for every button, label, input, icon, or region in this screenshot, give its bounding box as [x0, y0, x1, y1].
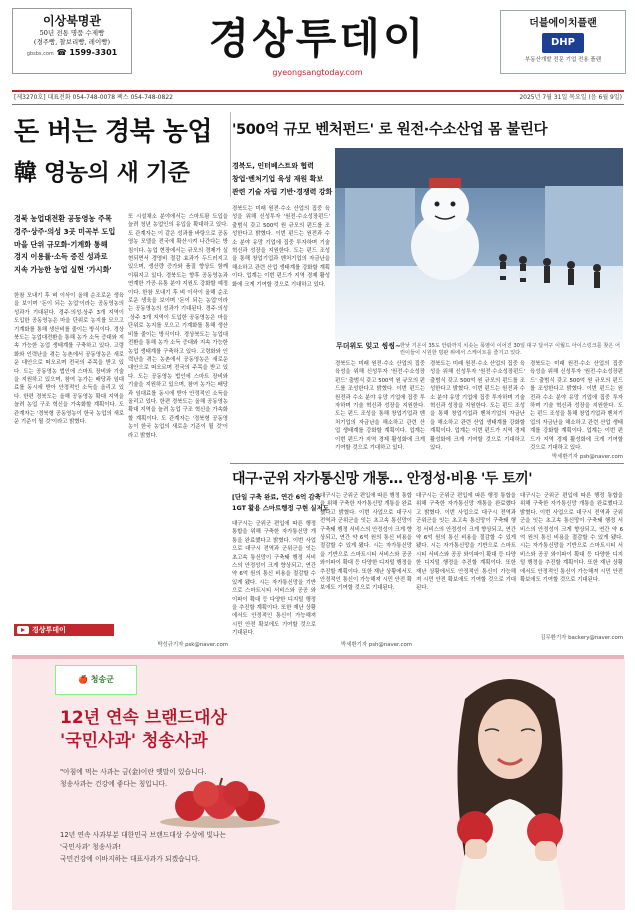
section-divider [230, 463, 624, 464]
photo-caption: 한낮 기온이 35도 안팎까지 치솟는 폭염이 이어진 30일 대구 달서구 이월드 아이스링크를 찾은 어린이들이 시원한 빙판 위에서 스케이트를 즐기고 있다. [400, 343, 621, 356]
ad-title-2: '국민사과' 청송사과 [60, 731, 208, 751]
website-url[interactable]: gyeongsangtoday.com [272, 68, 363, 77]
second-subhead-line: [단일 구축 완료, 연간 6억 감축 [232, 493, 321, 501]
ice-rink-illustration [335, 148, 623, 343]
right-advertisement [500, 10, 626, 74]
apple-icon: 🍎 [78, 675, 88, 684]
lead-body-text-cont: 한참 모내기 후 벼 이삭이 올해 순조로운 생육을 보이며 '돈이 되는 농업'이라는 공동영농의 성과가 기대된다. 경주·의성·상주 3개 지역이 도입한 공동영농은 마을 단위로 농지를 모으고 기계화를 통해 생산비를 줄이는 방식이다. 경상북도는 농업대전환을 통해 농가 소득 증대와 지속 가능한 농업 생태계를 구축하고 있다. 고령화와 인력난을 겪는 농촌에서 공동영농은 새로운 대안으로 떠오르며 전국의 주목을 받고 있다. 도는 공동영농 법인에 스마트 장비와 기술을 지원하고 있으며, 참여 농가는 배당과 임대료를 동시에 받아 안정적인 소득을 올리고 있다. 한편 경북도는 올해 공동영농 확대 지역을 늘려 농업 구조 혁신을 가속화할 계획이다. 도 관계자는 '경북형 공동영농이 한국 농업의 새로운 기준이 될 것'이라고 밝혔다. [128, 289, 228, 439]
feature-body-col1: 경북도는 미래 원전·수소 산업의 집중 육성을 위해 신성투자 '원전·수소성장펀드' 출범식 갖고 500억 원 규모의 펀드를 조성한다고 밝혔다. 이번 펀드는 원전과 수소 분야 유망 기업에 집중 투자하며 기술 혁신과 성장을 지원한다. 도는 펀드 조성을 통해 창업기업과 벤처기업의 자금난을 해소하고 관련 산업 생태계를 강화할 계획이다. 업계는 이번 펀드가 지역 경제 활성화에 크게 기여할 것으로 기대하고 있다. [232, 206, 330, 288]
issue-info-bar [12, 90, 624, 105]
issue-date: 2025년 7월 31일 목요일 (음 6월 9일) [519, 94, 622, 101]
cheongsong-logo [55, 665, 137, 695]
lead-summary-line: 경주·상주·의성 3곳 미곡부 도입 [14, 226, 116, 236]
lead-headline-2: 韓 영농의 새 기준 [14, 160, 190, 186]
feature-subhead [232, 160, 332, 199]
photo-title: 무더위도 잊고 씽씽~ [336, 342, 401, 350]
right-ad-name: 더블에이치플랜 [529, 18, 597, 29]
left-ad-line1: 50년 전통 명품 수제빵 [39, 29, 105, 37]
ad-title-1: 12년 연속 브랜드대상 [60, 708, 227, 728]
newspaper-logo: 경상투데이 [208, 14, 427, 63]
second-body-col3: 대구시는 군위군 편입에 따른 행정 통합을 위해 구축한 자가통신망 개통을 완료했다고 밝혔다. 이번 사업으로 대구시 전역과 군위군을 잇는 초고속 통신망이 구축돼 행정 서비스의 안정성이 크게 향상되고, 연간 약 6억 원의 통신 비용을 절감할 수 있게 됐다. 시는 자가통신망을 기반으로 스마트시티 서비스와 공공 와이파이 확대 등 다양한 디지털 행정을 추진할 계획이다. 또한 재난 상황에서도 안정적인 통신이 가능해져 시민 안전 확보에도 기여할 것으로 기대된다. [416, 493, 516, 592]
lead-summary-line: 경지 이용률·소득 증진 성과로 [14, 252, 108, 262]
youtube-channel-button[interactable] [14, 624, 114, 636]
feature-subhead-line: 관련 기술 자립 기반·경쟁력 강화 [232, 188, 333, 196]
lead-summary-line: 경북 농업대전환 공동영농 주목 [14, 214, 112, 223]
feature-body-col2: 경북도는 미래 원전·수소 산업의 집중 육성을 위해 신성투자 '원전·수소성장펀드' 출범식 갖고 500억 원 규모의 펀드를 조성한다고 밝혔다. 이번 펀드는 원전과 수소 분야 유망 기업에 집중 투자하며 기술 혁신과 성장을 지원한다. 도는 펀드 조성을 통해 창업기업과 벤처기업의 자금난을 해소하고 관련 산업 생태계를 강화할 계획이다. 업계는 이번 펀드가 지역 경제 활성화에 크게 기여할 것으로 기대하고 있다. [335, 361, 425, 452]
second-body-col4: 대구시는 군위군 편입에 따른 행정 통합을 위해 구축한 자가통신망 개통을 완료했다고 밝혔다. 이번 사업으로 대구시 전역과 군위군을 잇는 초고속 통신망이 구축돼 행정 서비스의 안정성이 크게 향상되고, 연간 약 6억 원의 통신 비용을 절감할 수 있게 됐다. 시는 자가통신망을 기반으로 스마트시티 서비스와 공공 와이파이 확대 등 다양한 디지털 행정을 추진할 계획이다. 또한 재난 상황에서도 안정적인 통신이 가능해져 시민 안전 확보에도 기여할 것으로 기대된다. [520, 493, 623, 584]
feature-subhead-line: 경북도, 인터베스트와 협력 [232, 162, 314, 170]
lead-summary-line: 지속 가능한 농업 실현 '가시화' [14, 265, 112, 275]
lead-body-col1: 한참 모내기 후 벼 이삭이 올해 순조로운 생육을 보이며 '돈이 되는 농업'이라는 공동영농의 성과가 기대된다. 경주·의성·상주 3개 지역이 도입한 공동영농은 마을 단위로 농지를 모으고 기계화를 통해 생산비를 줄이는 방식이다. 경상북도는 농업대전환을 통해 농가 소득 증대와 지속 가능한 농업 생태계를 구축하고 있다. 고령화와 인력난을 겪는 농촌에서 공동영농은 새로운 대안으로 떠오르며 전국의 주목을 받고 있다. 도는 공동영농 법인에 스마트 장비와 기술을 지원하고 있으며, 참여 농가는 배당과 임대료를 동시에 받아 안정적인 소득을 올리고 있다. 한편 경북도는 올해 공동영농 확대 지역을 늘려 농업 구조 혁신을 가속화할 계획이다. 도 관계자는 '경북형 공동영농이 한국 농업의 새로운 기준이 될 것'이라고 밝혔다. [14, 293, 124, 426]
model-holding-apples-image [395, 659, 625, 910]
left-ad-domain: gbsbs.com [26, 51, 54, 57]
ad-badge-text: 청송군 [90, 675, 114, 684]
lead-body-col2 [128, 213, 228, 618]
feature-byline: 박세환기자 psh@naver.com [552, 454, 623, 460]
feature-body-col3: 경북도는 미래 원전·수소 산업의 집중 육성을 위해 신성투자 '원전·수소성장펀드' 출범식 갖고 500억 원 규모의 펀드를 조성한다고 밝혔다. 이번 펀드는 원전과 수소 분야 유망 기업에 집중 투자하며 기술 혁신과 성장을 지원한다. 도는 펀드 조성을 통해 창업기업과 벤처기업의 자금난을 해소하고 관련 산업 생태계를 강화할 계획이다. 업계는 이번 펀드가 지역 경제 활성화에 크게 기여할 것으로 기대하고 있다. [430, 361, 525, 452]
lead-byline: 박성규기자 psk@naver.com [157, 642, 228, 648]
left-ad-phone: 1599-3301 [69, 48, 118, 57]
issue-contact: [제3270호] 대표전화 054-748-0078 팩스 054-748-0822 [14, 94, 173, 101]
left-ad-phone-row [13, 48, 131, 57]
ad-quote-line: 청송사과는 건강에 좋다는 칭입니다. [60, 780, 168, 788]
ad-body [60, 829, 226, 865]
ad-body-line: 국민건강에 이바지하는 대표사과가 되겠습니다. [60, 855, 200, 863]
lead-summary-line: 마을 단위 규모화·기계화 통해 [14, 239, 108, 249]
ad-quote-line: "아침에 먹는 사과는 금(金)이란 옛말이 있습니다. [60, 768, 207, 776]
left-ad-brand: 이상북명관 [43, 14, 101, 28]
feature-body-col4: 경북도는 미래 원전·수소 산업의 집중 육성을 위해 신성투자 '원전·수소성장펀드' 출범식 갖고 500억 원 규모의 펀드를 조성한다고 밝혔다. 이번 펀드는 원전과 수소 분야 유망 기업에 집중 투자하며 기술 혁신과 성장을 지원한다. 도는 펀드 조성을 통해 창업기업과 벤처기업의 자금난을 해소하고 관련 산업 생태계를 강화할 계획이다. 업계는 이번 펀드가 지역 경제 활성화에 크게 기여할 것으로 기대하고 있다. [530, 361, 623, 452]
youtube-play-icon [17, 626, 29, 634]
column-divider [230, 112, 231, 197]
second-subhead-line: 1GT 활용 스마트행정 구현 실저도 [232, 504, 329, 512]
ad-body-line: 12년 연속 사과부분 대한민국 브랜드대상 수상에 빛나는 [60, 831, 227, 839]
second-body-col2: 대구시는 군위군 편입에 따른 행정 통합을 위해 구축한 자가통신망 개통을 완료했다고 밝혔다. 이번 사업으로 대구시 전역과 군위군을 잇는 초고속 통신망이 구축돼 행정 서비스의 안정성이 크게 향상되고, 연간 약 6억 원의 통신 비용을 절감할 수 있게 됐다. 시는 자가통신망을 기반으로 스마트시티 서비스와 공공 와이파이 확대 등 다양한 디지털 행정을 추진할 계획이다. 또한 재난 상황에서도 안정적인 통신이 가능해져 시민 안전 확보에도 기여할 것으로 기대된다. [320, 493, 412, 592]
lead-body-text: 또 시설채소 분야에서는 스마트팜 도입을 늘려 청년 농업인의 유입을 확대하고 있다. 도 관계자는 이 같은 성과를 바탕으로 공동영농 모델을 전국에 확산시켜 나간다는 방침이다. 농업 현장에서는 규모의 경제가 실현되면서 경영비 절감 효과가 두드러지고 있으며, 생산량 증가와 품질 향상도 함께 이뤄지고 있다. 경북도는 향후 공동영농과 연계한 가공·유통 분야 지원도 강화할 예정이다. [128, 214, 228, 296]
phone-icon: ☎ [56, 48, 67, 57]
dhp-logo: DHP [542, 33, 584, 53]
second-headline: 대구·군위 자가통신망 개통… 안정성·비용 '두 토끼' [232, 471, 533, 487]
left-advertisement [12, 8, 132, 74]
youtube-label: 경상투데이 [32, 626, 66, 634]
lead-summary [14, 213, 124, 277]
lead-headline-1: 돈 버는 경북 농업 [14, 117, 212, 147]
second-body-col1: 대구시는 군위군 편입에 따른 행정 통합을 위해 구축한 자가통신망 개통을 완료했다고 밝혔다. 이번 사업으로 대구시 전역과 군위군을 잇는 초고속 통신망이 구축돼 행정 서비스의 안정성이 크게 향상되고, 연간 약 6억 원의 통신 비용을 절감할 수 있게 됐다. 시는 자가통신망을 기반으로 스마트시티 서비스와 공공 와이파이 확대 등 다양한 디지털 행정을 추진할 계획이다. 또한 재난 상황에서도 안정적인 통신이 가능해져 시민 안전 확보에도 기여할 것으로 기대된다. [232, 521, 316, 637]
ice-rink-photo [335, 148, 623, 343]
right-ad-sub: 부동산개발 전문 기업 전용 플랜 [524, 57, 602, 63]
left-ad-line2: (경주빵, 찰보리빵, 레이빵) [33, 38, 111, 46]
feature-subhead-line: 창업·벤처기업 육성 재원 확보 [232, 175, 324, 183]
feature-byline-2: 박세환기자 psh@naver.com [341, 642, 412, 648]
feature-headline: '500억 규모 벤처펀드' 로 원전·수소산업 몸 불린다 [232, 122, 548, 138]
ad-body-line: '국민사과' 청송사과! [60, 843, 122, 851]
apples-bowl-image [140, 774, 300, 829]
second-byline: 김무환기자 backery@naver.com [540, 635, 623, 641]
